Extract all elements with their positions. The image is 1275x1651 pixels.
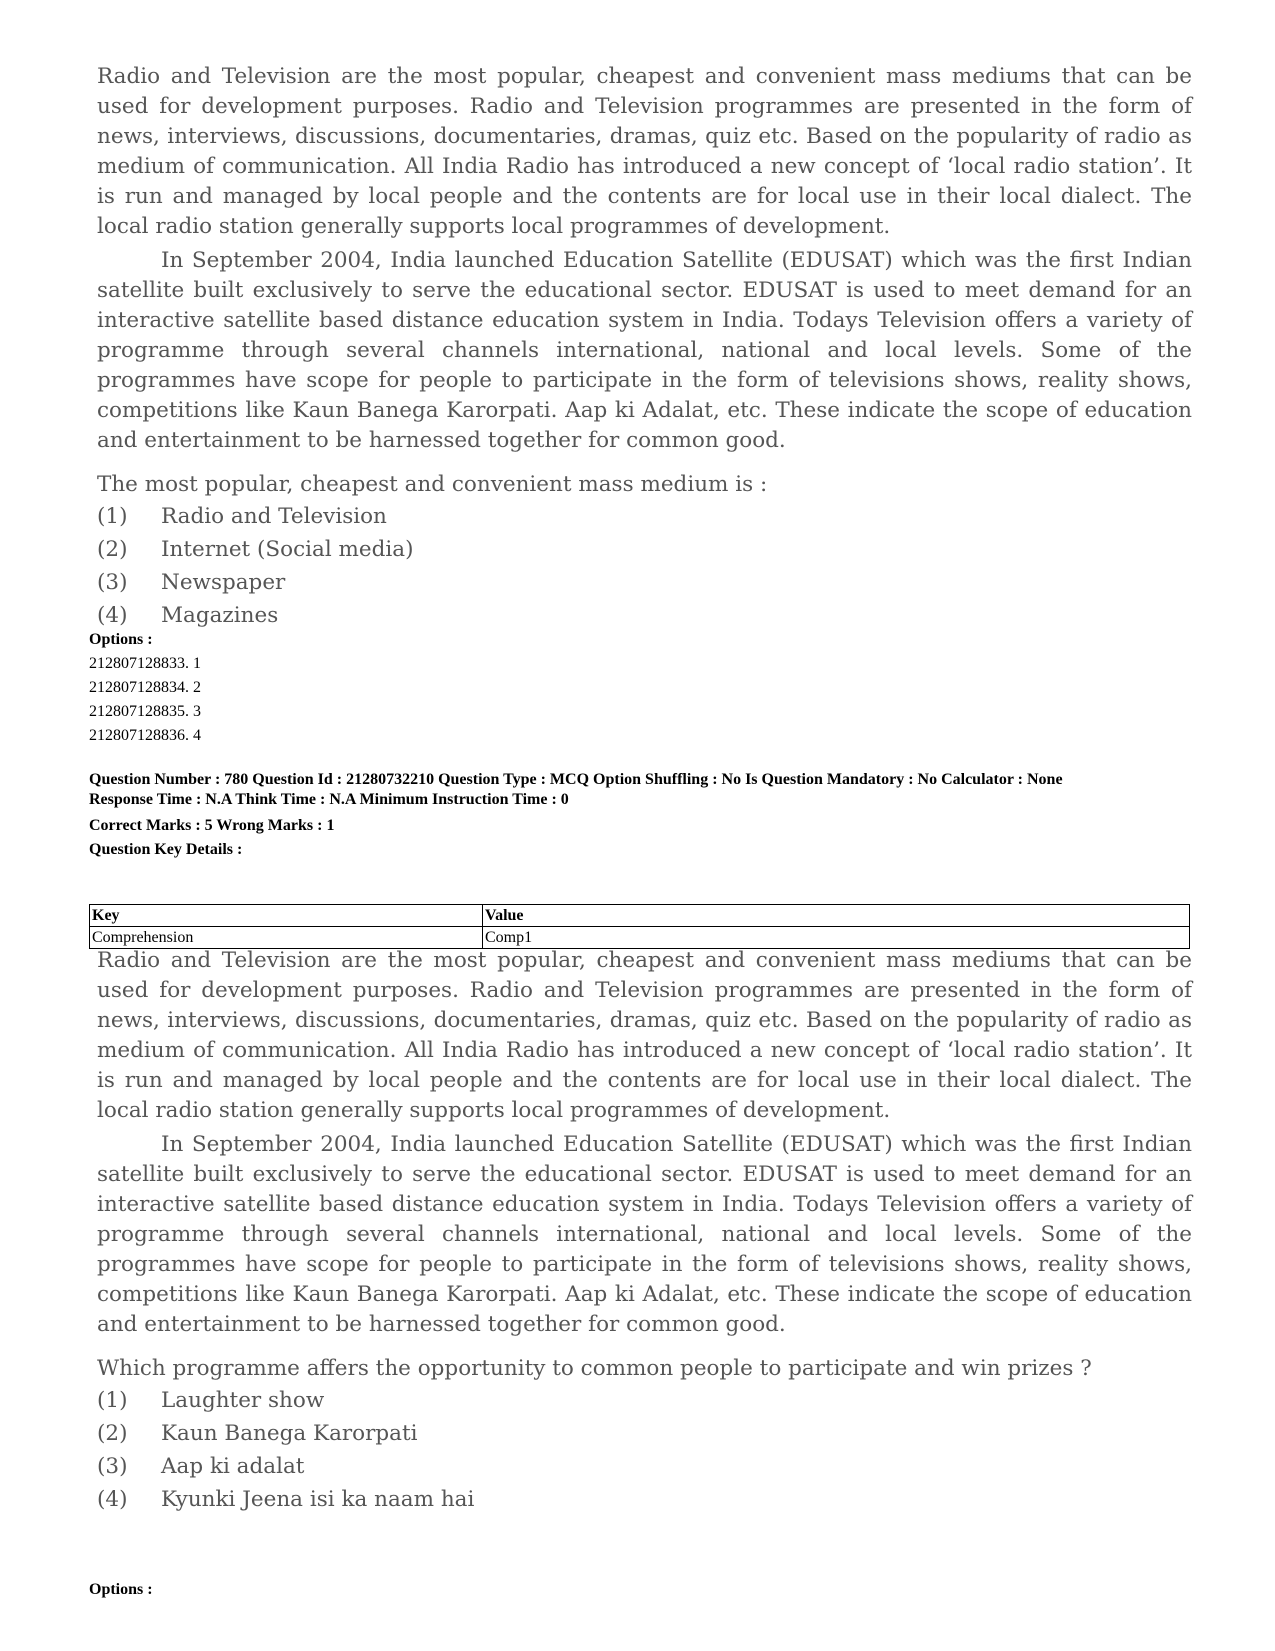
marks-line: Correct Marks : 5 Wrong Marks : 1 [89, 817, 335, 834]
choice-text: Radio and Television [161, 503, 387, 529]
choice-text: Kaun Banega Karorpati [161, 1420, 418, 1446]
choice-text: Aap ki adalat [161, 1453, 305, 1479]
passage-paragraph-2: In September 2004, India launched Education Satellite (EDUSAT) which was the first Indian satellite built exclusively to serve the educational sector. EDUSAT is used to meet demand for an interactive satellite based distance education system in India. Todays Television offers a variety of programme through several channels international, national and local levels. Some of the programmes have scope for people to participate in the form of televisions shows, reality shows, competitions like Kaun Banega Karorpati. Aap ki Adalat, etc. These indicate the scope of education and entertainment to be harnessed together for common good. [97, 248, 1192, 453]
table-cell-key: Comprehension [90, 927, 483, 949]
choice-number: (4) [97, 602, 128, 628]
question-stem: The most popular, cheapest and convenient mass medium is : [97, 472, 768, 497]
table-header-key: Key [90, 905, 483, 927]
table-cell-value: Comp1 [483, 927, 1190, 949]
option-id-2: 212807128834. 2 [89, 679, 201, 696]
choice-number: (1) [97, 1387, 128, 1413]
choice-4 [97, 1483, 1192, 1516]
question-image-780 [97, 946, 1192, 1516]
choice-number: (2) [97, 1420, 128, 1446]
choice-2 [97, 1417, 1192, 1450]
choice-text: Kyunki Jeena isi ka naam hai [161, 1486, 475, 1512]
question-info-line: Question Number : 780 Question Id : 21280732210 Question Type : MCQ Option Shuffling : No Is Question Mandatory : No Calculator : None [89, 771, 1063, 788]
choice-2 [97, 533, 1192, 566]
table-header-row [90, 905, 1190, 927]
choice-number: (3) [97, 569, 128, 595]
choice-text: Newspaper [161, 569, 286, 595]
option-id-1: 212807128833. 1 [89, 655, 201, 672]
option-id-4: 212807128836. 4 [89, 727, 201, 744]
choice-text: Magazines [161, 602, 279, 628]
choice-number: (2) [97, 536, 128, 562]
option-id-3: 212807128835. 3 [89, 703, 201, 720]
table-header-value: Value [483, 905, 1190, 927]
passage-paragraph-1: Radio and Television are the most popular, cheapest and convenient mass mediums that can be used for development purposes. Radio and Television programmes are presented in the form of news, interviews, discussions, documentaries, dramas, quiz etc. Based on the popularity of radio as medium of communication. All India Radio has introduced a new concept of ‘local radio station’. It is run and managed by local people and the contents are for local use in their local dialect. The local radio station generally supports local programmes of development. [97, 948, 1192, 1123]
passage-paragraph-2: In September 2004, India launched Education Satellite (EDUSAT) which was the first Indian satellite built exclusively to serve the educational sector. EDUSAT is used to meet demand for an interactive satellite based distance education system in India. Todays Television offers a variety of programme through several channels international, national and local levels. Some of the programmes have scope for people to participate in the form of televisions shows, reality shows, competitions like Kaun Banega Karorpati. Aap ki Adalat, etc. These indicate the scope of education and entertainment to be harnessed together for common good. [97, 1132, 1192, 1337]
key-details-label: Question Key Details : [89, 841, 243, 858]
question-image-779 [97, 62, 1192, 632]
question-meta [89, 770, 1189, 862]
options-label: Options : [89, 1581, 153, 1598]
choice-1 [97, 500, 1192, 533]
options-label: Options : [89, 631, 153, 648]
choice-number: (4) [97, 1486, 128, 1512]
choice-3 [97, 1450, 1192, 1483]
choice-text: Internet (Social media) [161, 536, 414, 562]
choice-1 [97, 1384, 1192, 1417]
choice-3 [97, 566, 1192, 599]
key-details-table [89, 904, 1190, 949]
question-stem: Which programme affers the opportunity to common people to participate and win prizes ? [97, 1356, 1092, 1381]
passage-paragraph-1: Radio and Television are the most popular, cheapest and convenient mass mediums that can be used for development purposes. Radio and Television programmes are presented in the form of news, interviews, discussions, documentaries, dramas, quiz etc. Based on the popularity of radio as medium of communication. All India Radio has introduced a new concept of ‘local radio station’. It is run and managed by local people and the contents are for local use in their local dialect. The local radio station generally supports local programmes of development. [97, 64, 1192, 239]
timing-info-line: Response Time : N.A Think Time : N.A Minimum Instruction Time : 0 [89, 791, 569, 808]
options-list [89, 628, 1189, 748]
choice-text: Laughter show [161, 1387, 325, 1413]
choice-number: (3) [97, 1453, 128, 1479]
choice-number: (1) [97, 503, 128, 529]
options-list-2 [89, 1578, 1189, 1602]
